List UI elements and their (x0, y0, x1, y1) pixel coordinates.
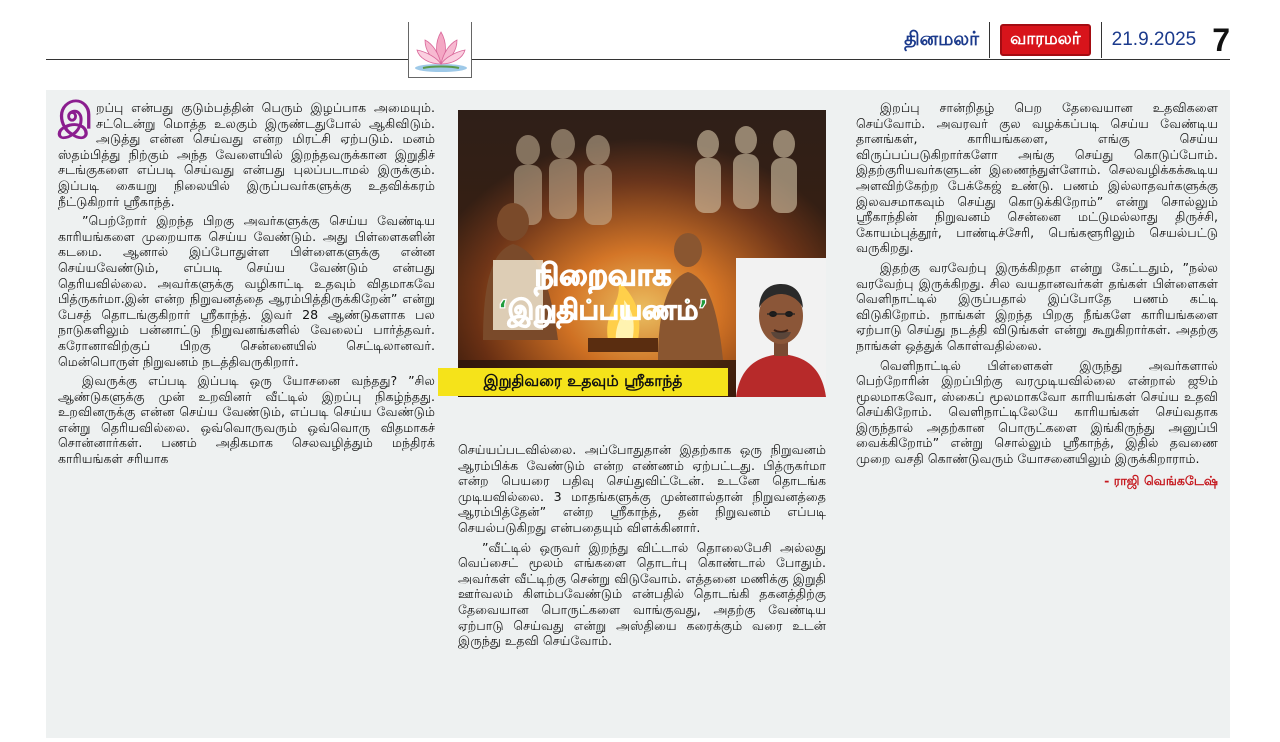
paragraph-text: றப்பு என்பது குடும்பத்தின் பெரும் இழப்பாக அமையும். சட்டென்று மொத்த உலகும் இருண்டதுபோல் ஆகிவிடும். அடுத்து என்ன செய்வது என்ற மிரட்சி ஏற்படும். மனம் ஸ்தம்பித்து நிற்கும் அந்த வேளையில் இறந்தவருக்கான இறுதிச் சடங்குகளை எப்படி செய்வது என்பது புலப்படாமல் இருக்கும். இப்படி கையறு நிலையில் இருப்பவர்களுக்கு உதவிக்கரம் நீட்டுகிறார் ஸ்ரீகாந்த். (58, 100, 435, 209)
article-paragraph: இதற்கு வரவேற்பு இருக்கிறதா என்று கேட்டதும், ”நல்ல வரவேற்பு இருக்கிறது. சில வயதானவர்கள் தங்கள் பிள்ளைகள் வெளிநாட்டில் இருப்பதால் இப்போதே பணம் கட்டி விடுகிறோம். நாங்கள் இறந்த பிறகு நீங்களே காரியங்களை ஏற்பாடு செய்து நடத்தி விடுங்கள் என்று கூறுகிறார்கள். அதற்கு நாங்கள் ஒத்துக் கொள்வதில்லை. (856, 259, 1218, 353)
lotus-logo-box (408, 22, 472, 78)
issue-date: 21.9.2025 (1111, 29, 1197, 50)
article-paragraph: ”பெற்றோர் இறந்த பிறகு அவர்களுக்கு செய்ய வேண்டிய காரியங்களை முறையாக செய்ய வேண்டும். அது பிள்ளைகளின் கடமை. ஆனால் இப்போதுள்ள பிள்ளைகளுக்கு என்ன செய்யவேண்டும், எப்படி செய்ய வேண்டும் என்பது தெரியவில்லை. அவர்களுக்கு வழிகாட்டி உதவும் விதமாகவே பித்ருகர்மா.இன் என்ற நிறுவனத்தை ஆரம்பித்திருக்கிறேன்” என்று பேசத் தொடங்குகிறார் ஸ்ரீகாந்த். இவர் 28 ஆண்டுகளாக பல நாடுகளிலும் பன்னாட்டு நிறுவனங்களில் வேலைப் பார்த்தவர். கரோனாவிற்குப் பிறகு சென்னையில் செட்டிலானவர். மென்பொருள் நிறுவனம் நடத்திவருகிறார். (58, 213, 435, 369)
article-paragraph (58, 96, 435, 209)
headline (458, 258, 748, 328)
subheadline-banner: இறுதிவரை உதவும் ஸ்ரீகாந்த் (438, 368, 728, 396)
article-column-right (856, 100, 1218, 488)
article-panel (46, 90, 1230, 738)
lotus-icon (409, 22, 473, 78)
article-column-left (58, 96, 435, 471)
masthead (904, 22, 1230, 58)
article-paragraph: இவருக்கு எப்படி இப்படி ஒரு யோசனை வந்தது? ”சில ஆண்டுகளுக்கு முன் உறவினர் வீட்டில் இறப்பு நிகழ்ந்தது. உறவினருக்கு என்ன செய்ய வேண்டும், எப்படி செய்ய வேண்டும் என்று தெரியவில்லை. ஒவ்வொருவரும் ஒவ்வொரு விதமாகச் சொன்னார்கள். பணம் அதிகமாக செலவழித்தும் மந்திரக் காரியங்கள் சரியாக (58, 373, 435, 467)
masthead-divider (1101, 22, 1102, 58)
article-paragraph: செய்யப்படவில்லை. அப்போதுதான் இதற்காக ஒரு நிறுவனம் ஆரம்பிக்க வேண்டும் என்ற எண்ணம் ஏற்பட்டது. பித்ருகர்மா என்ற பெயரை பதிவு செய்துவிட்டேன். உடனே தொடங்க முடியவில்லை. 3 மாதங்களுக்கு முன்னால்தான் நிறுவனத்தை ஆரம்பித்தேன்” என்ற ஸ்ரீகாந்த், தன் நிறுவனம் எப்படி செயல்படுகிறது என்பதையும் விளக்கினார். (458, 442, 826, 535)
byline: - ராஜி வெங்கடேஷ் (1104, 472, 1218, 488)
page-number: 7 (1212, 21, 1230, 58)
page-header (0, 0, 1280, 80)
headline-line-1: நிறைவாக (534, 258, 672, 293)
drop-cap: இ (58, 96, 94, 137)
article-column-middle (458, 442, 826, 653)
headline-line-2: ‘இறுதிப்பயணம்’ (497, 295, 709, 326)
portrait-photo (736, 258, 826, 397)
header-rule (46, 59, 1230, 60)
paper-name: தினமலர் (904, 27, 980, 50)
section-badge: வாரமலர் (1000, 24, 1091, 56)
article-paragraph: இறப்பு சான்றிதழ் பெற தேவையான உதவிகளை செய்வோம். அவரவர் குல வழக்கப்படி செய்ய வேண்டிய தானங்கள், காரியங்களை, எங்கு செய்ய விருப்பப்படுகிறார்களோ அங்கு செய்து கொடுப்போம். இதற்குரியவர்களுடன் இணைந்துள்ளோம். செலவழிக்கக்கூடிய அளவிற்கேற்ற பேக்கேஜ் உண்டு. பணம் இல்லாதவர்களுக்கு இலவசமாகவும் செய்து கொடுக்கிறோம்” என்று சொல்லும் ஸ்ரீகாந்தின் நிறுவனம் சென்னை மட்டுமல்லாது திருச்சி, கோயம்புத்தூர், பாண்டிச்சேரி, பெங்களூரிலும் செயல்பட்டு வருகிறது. (856, 100, 1218, 256)
article-paragraph: வெளிநாட்டில் பிள்ளைகள் இருந்து அவர்களால் பெற்றோரின் இறப்பிற்கு வரமுடியவில்லை என்றால் ஜூம் மூலமாகவோ, ஸ்கைப் மூலமாகவோ காரியங்கள் செய்ய உதவி செய்கிறோம். வெளிநாட்டிலேயே காரியங்கள் செய்வதாக இருந்தால் அதற்கான பொருட்களை இங்கிருந்து அனுப்பி வைக்கிறோம்” என்று சொல்லும் ஸ்ரீகாந்த், இதில் தவணை முறை வசதி கொண்டுவரும் யோசனையிலும் இருக்கிறாராம். (856, 357, 1218, 467)
masthead-divider (989, 22, 990, 58)
article-paragraph: ”வீட்டில் ஒருவர் இறந்து விட்டால் தொலைபேசி அல்லது வெப்சைட் மூலம் எங்களை தொடர்பு கொண்டால் போதும். அவர்கள் வீட்டிற்கு சென்று விடுவோம். எத்தனை மணிக்கு இறுதி ஊர்வலம் கிளம்பவேண்டும் என்பதில் தொடங்கி தகனத்திற்கு தேவையான பொருட்களை வாங்குவது, அதற்கு வேண்டிய ஏற்பாடு செய்வது என்று அஸ்தியை கரைக்கும் வரை உடன் இருந்து உதவி செய்வோம். (458, 539, 826, 649)
